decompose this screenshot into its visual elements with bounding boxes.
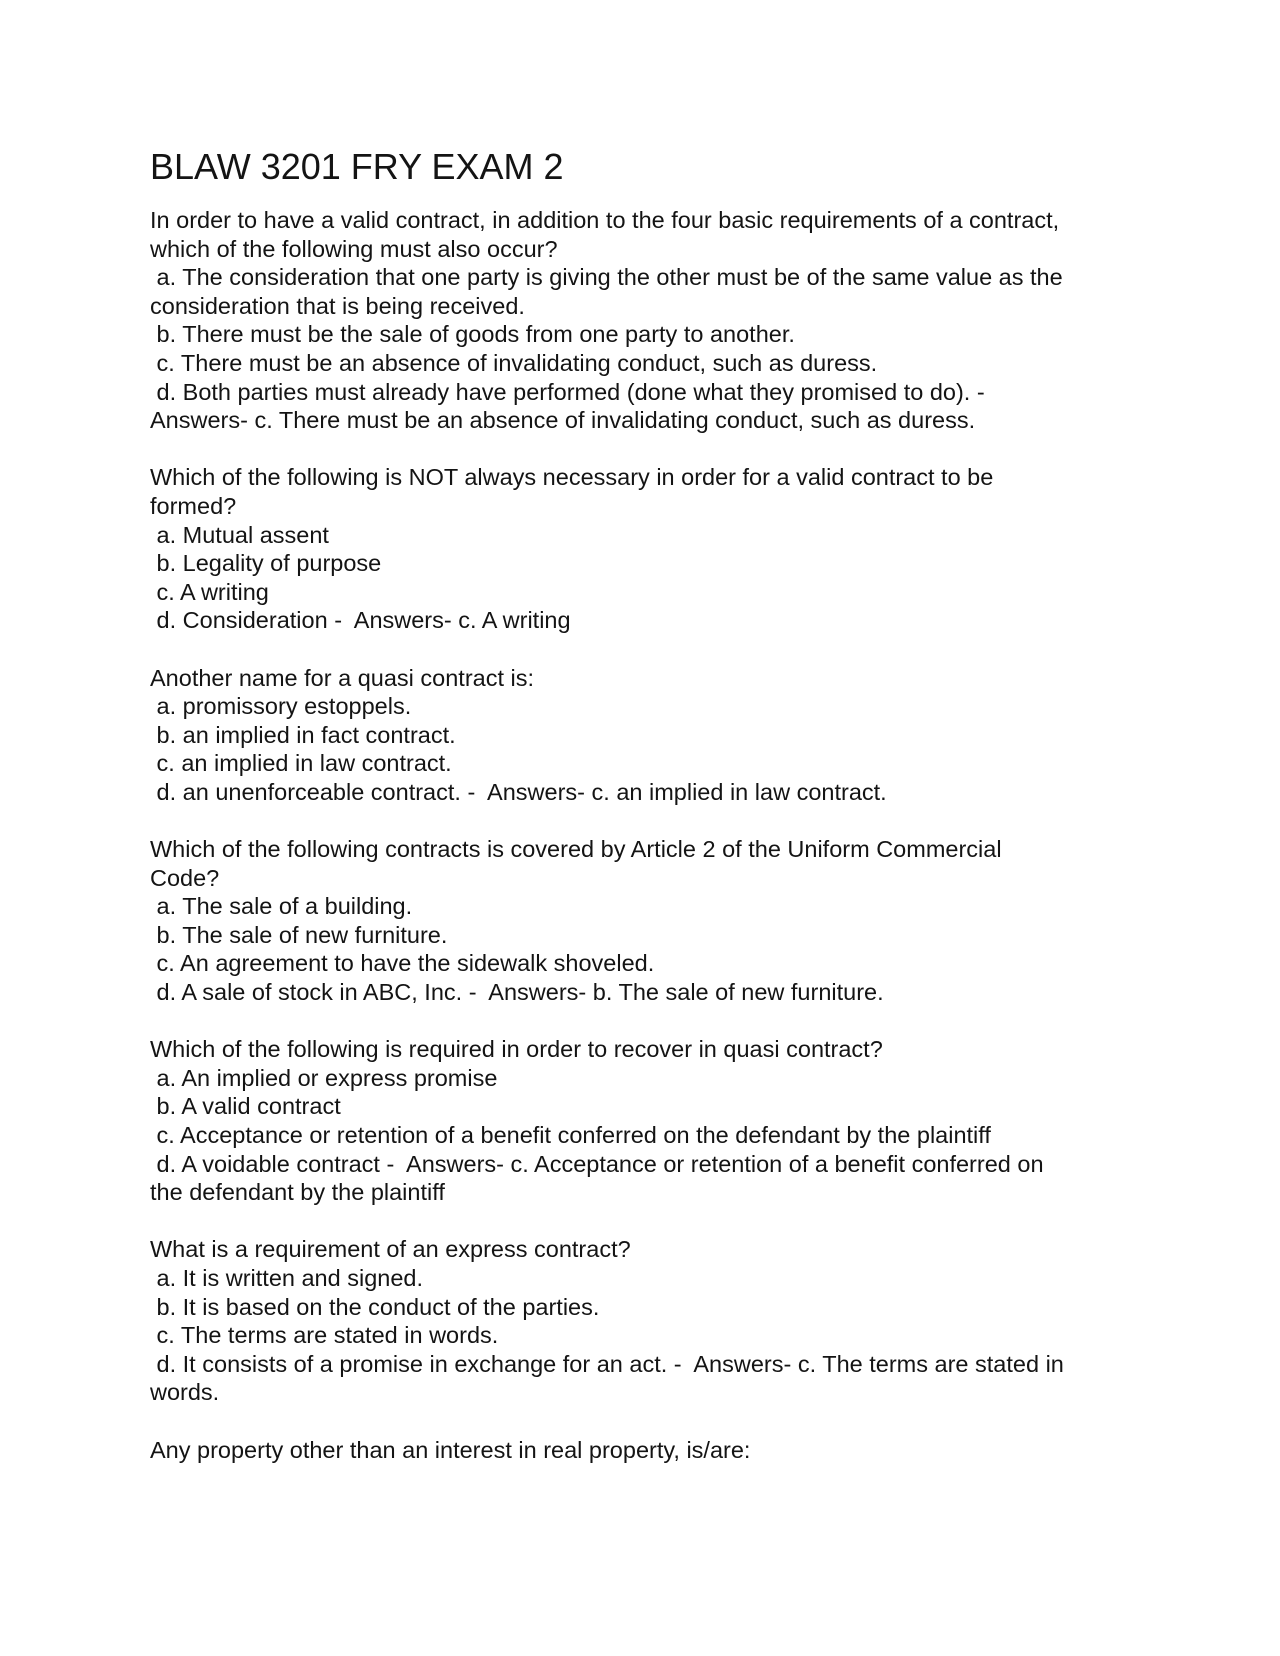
question-block <box>150 463 1150 635</box>
question-line: c. A writing <box>150 578 269 605</box>
question-line: a. promissory estoppels. <box>150 693 412 720</box>
question-line: b. It is based on the conduct of the parties. <box>150 1293 600 1320</box>
question-block <box>150 835 1150 1007</box>
question-text: Another name for a quasi contract is: <box>150 664 535 691</box>
question-line: c. an implied in law contract. <box>150 750 452 777</box>
question-line: d. an unenforceable contract. - Answers- c. an implied in law contract. <box>150 778 887 805</box>
question-line: d. Consideration - Answers- c. A writing <box>150 607 571 634</box>
question-text: Which of the following is NOT always necessary in order for a valid contract to be <box>150 464 994 491</box>
question-line: c. There must be an absence of invalidating conduct, such as duress. <box>150 349 878 376</box>
question-line: b. an implied in fact contract. <box>150 721 456 748</box>
question-line: words. <box>150 1379 220 1406</box>
question-text: What is a requirement of an express contract? <box>150 1236 631 1263</box>
question-line: b. Legality of purpose <box>150 550 382 577</box>
question-line: c. The terms are stated in words. <box>150 1322 499 1349</box>
question-text: Which of the following contracts is covered by Article 2 of the Uniform Commercial <box>150 836 1002 863</box>
question-list <box>150 206 1150 1464</box>
question-text: Any property other than an interest in real property, is/are: <box>150 1436 751 1463</box>
question-block <box>150 1436 1150 1465</box>
question-line: b. A valid contract <box>150 1093 341 1120</box>
question-block <box>150 1235 1150 1407</box>
question-line: a. The consideration that one party is giving the other must be of the same value as the <box>150 264 1063 291</box>
question-line: b. There must be the sale of goods from one party to another. <box>150 321 795 348</box>
question-line: d. A sale of stock in ABC, Inc. - Answers- b. The sale of new furniture. <box>150 979 884 1006</box>
question-line: c. An agreement to have the sidewalk shoveled. <box>150 950 655 977</box>
document-title: BLAW 3201 FRY EXAM 2 <box>150 146 564 187</box>
question-block <box>150 664 1150 807</box>
question-line: c. Acceptance or retention of a benefit conferred on the defendant by the plaintiff <box>150 1122 991 1148</box>
question-line: d. Both parties must already have performed (done what they promised to do). - <box>150 378 985 405</box>
question-line: which of the following must also occur? <box>150 235 558 262</box>
question-line: a. An implied or express promise <box>150 1064 498 1091</box>
question-line: Code? <box>150 864 220 891</box>
question-line: d. It consists of a promise in exchange for an act. - Answers- c. The terms are stated in <box>150 1350 1064 1377</box>
question-text: Which of the following is required in order to recover in quasi contract? <box>150 1036 883 1063</box>
question-line: consideration that is being received. <box>150 292 525 319</box>
question-line: d. A voidable contract - Answers- c. Acceptance or retention of a benefit conferred on <box>150 1150 1044 1177</box>
question-line: b. The sale of new furniture. <box>150 921 448 948</box>
question-line: formed? <box>150 492 237 519</box>
question-line: a. Mutual assent <box>150 521 329 548</box>
question-line: Answers- c. There must be an absence of invalidating conduct, such as duress. <box>150 407 976 434</box>
question-line: the defendant by the plaintiff <box>150 1179 445 1206</box>
question-block <box>150 1035 1150 1207</box>
document-page <box>150 145 1150 1493</box>
question-text: In order to have a valid contract, in addition to the four basic requirements of a contract, <box>150 207 1060 233</box>
question-block <box>150 206 1150 435</box>
question-line: a. It is written and signed. <box>150 1264 424 1291</box>
question-line: a. The sale of a building. <box>150 893 413 920</box>
